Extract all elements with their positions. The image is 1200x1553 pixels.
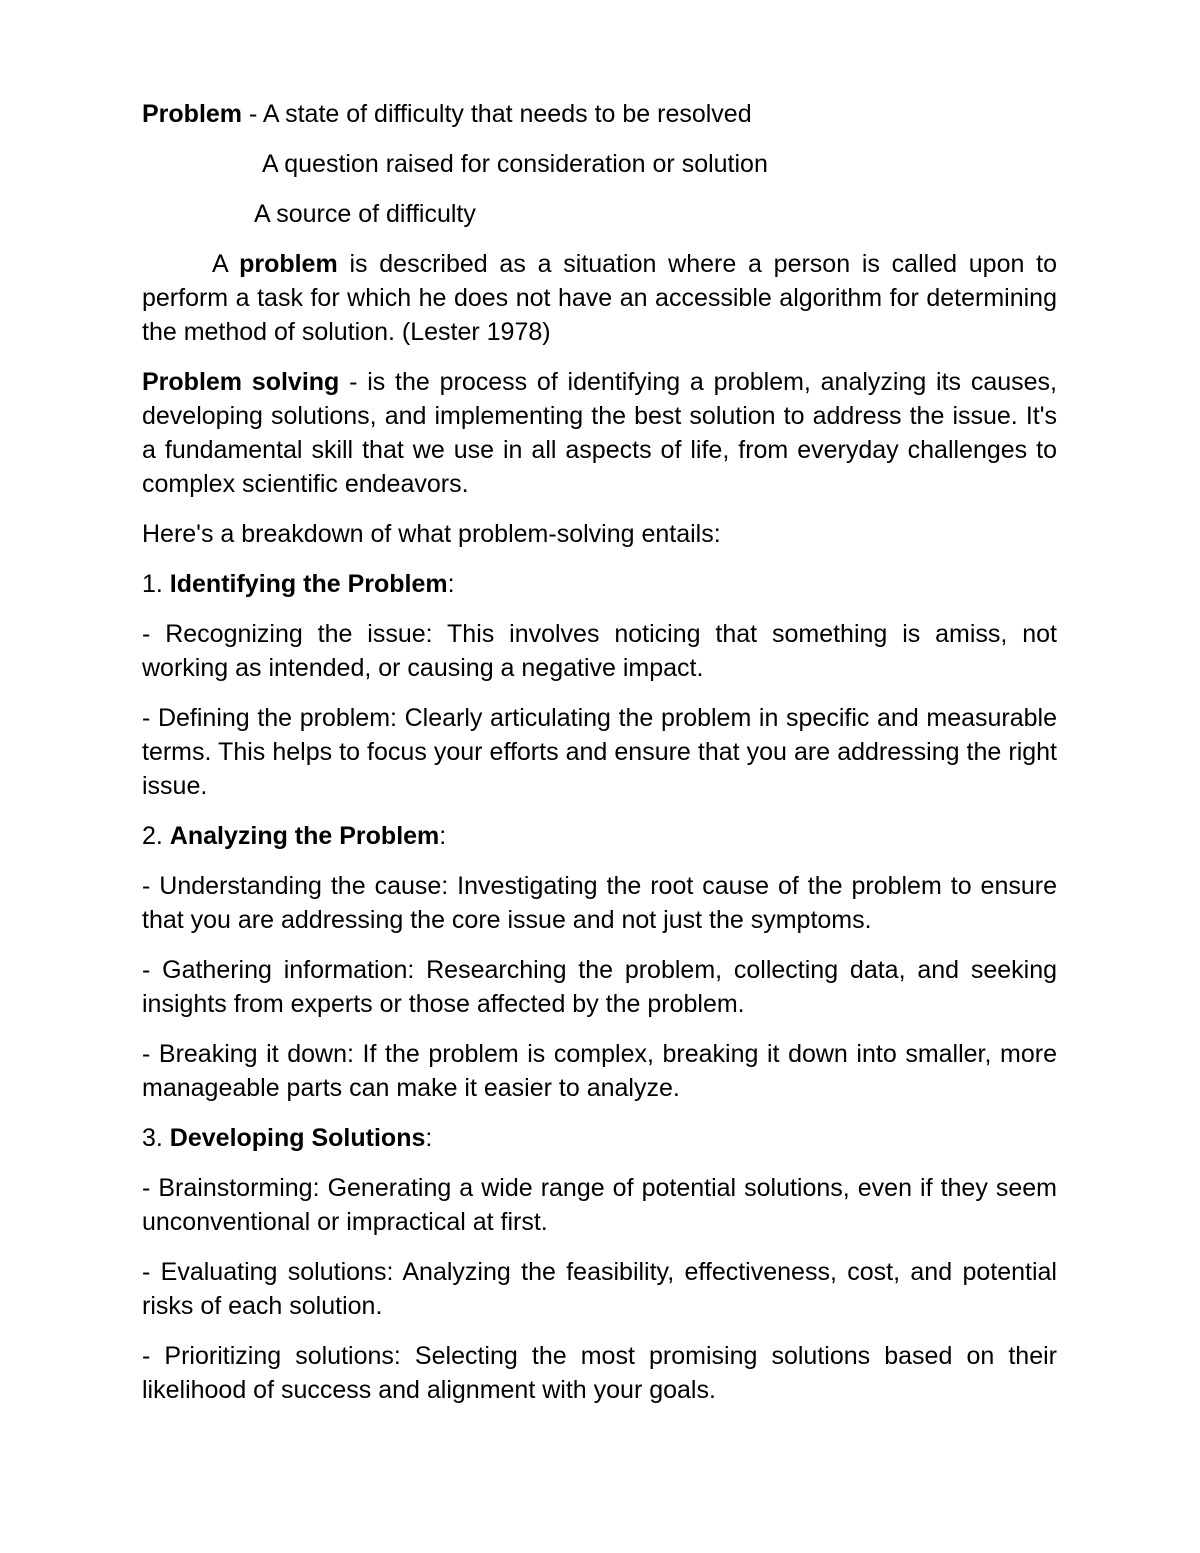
lester-lead: A (212, 250, 240, 278)
section-item: - Defining the problem: Clearly articulating the problem in specific and measurable terms. This helps to focus your efforts and ensure that you are addressing the right issue. (142, 704, 1057, 800)
section-number: 1. (142, 570, 170, 598)
section-colon: : (447, 570, 455, 598)
section-item: - Prioritizing solutions: Selecting the most promising solutions based on their likelihood of success and alignment with your goals. (142, 1342, 1057, 1404)
definition-separator: - (242, 100, 263, 128)
section-item: - Understanding the cause: Investigating the root cause of the problem to ensure that you are addressing the core issue and not just the symptoms. (142, 872, 1057, 934)
problem-definition (142, 97, 1057, 131)
section-number: 3. (142, 1124, 170, 1152)
lester-paragraph (142, 247, 1057, 349)
section-colon: : (439, 822, 447, 850)
breakdown-intro: Here's a breakdown of what problem-solving entails: (142, 520, 721, 548)
lester-text: is described as a situation where a person is called upon to perform a task for which he does not have an accessible algorithm for determining the method of solution. (Lester 1978) (142, 250, 1057, 346)
section-number: 2. (142, 822, 170, 850)
section-heading (142, 567, 1057, 601)
section-colon: : (425, 1124, 433, 1152)
section-title: Developing Solutions (169, 1124, 426, 1152)
section-item: - Gathering information: Researching the problem, collecting data, and seeking insights from experts or those affected by the problem. (142, 956, 1057, 1018)
problem-solving-text: - is the process of identifying a problem, analyzing its causes, developing solutions, and implementing the best solution to address the issue. It's a fundamental skill that we use in all aspects of life, from everyday challenges to complex scientific endeavors. (142, 368, 1058, 498)
section-heading (142, 819, 1057, 853)
definition-meaning-2: A question raised for consideration or solution (262, 150, 768, 178)
definition-term: Problem (142, 100, 243, 128)
section-title: Analyzing the Problem (169, 822, 440, 850)
lester-term: problem (239, 250, 338, 278)
definition-meaning-3: A source of difficulty (254, 200, 476, 228)
section-item: - Breaking it down: If the problem is complex, breaking it down into smaller, more manageable parts can make it easier to analyze. (142, 1040, 1057, 1102)
problem-solving-paragraph (142, 365, 1057, 501)
section-item: - Evaluating solutions: Analyzing the feasibility, effectiveness, cost, and potential risks of each solution. (142, 1258, 1057, 1320)
section-item: - Brainstorming: Generating a wide range of potential solutions, even if they seem unconventional or impractical at first. (142, 1174, 1057, 1236)
document-body (142, 97, 1057, 1423)
section-heading (142, 1121, 1057, 1155)
section-item: - Recognizing the issue: This involves noticing that something is amiss, not working as intended, or causing a negative impact. (142, 620, 1057, 682)
definition-meaning-1: A state of difficulty that needs to be resolved (262, 100, 752, 128)
section-title: Identifying the Problem (169, 570, 448, 598)
problem-solving-term: Problem solving (142, 368, 340, 396)
